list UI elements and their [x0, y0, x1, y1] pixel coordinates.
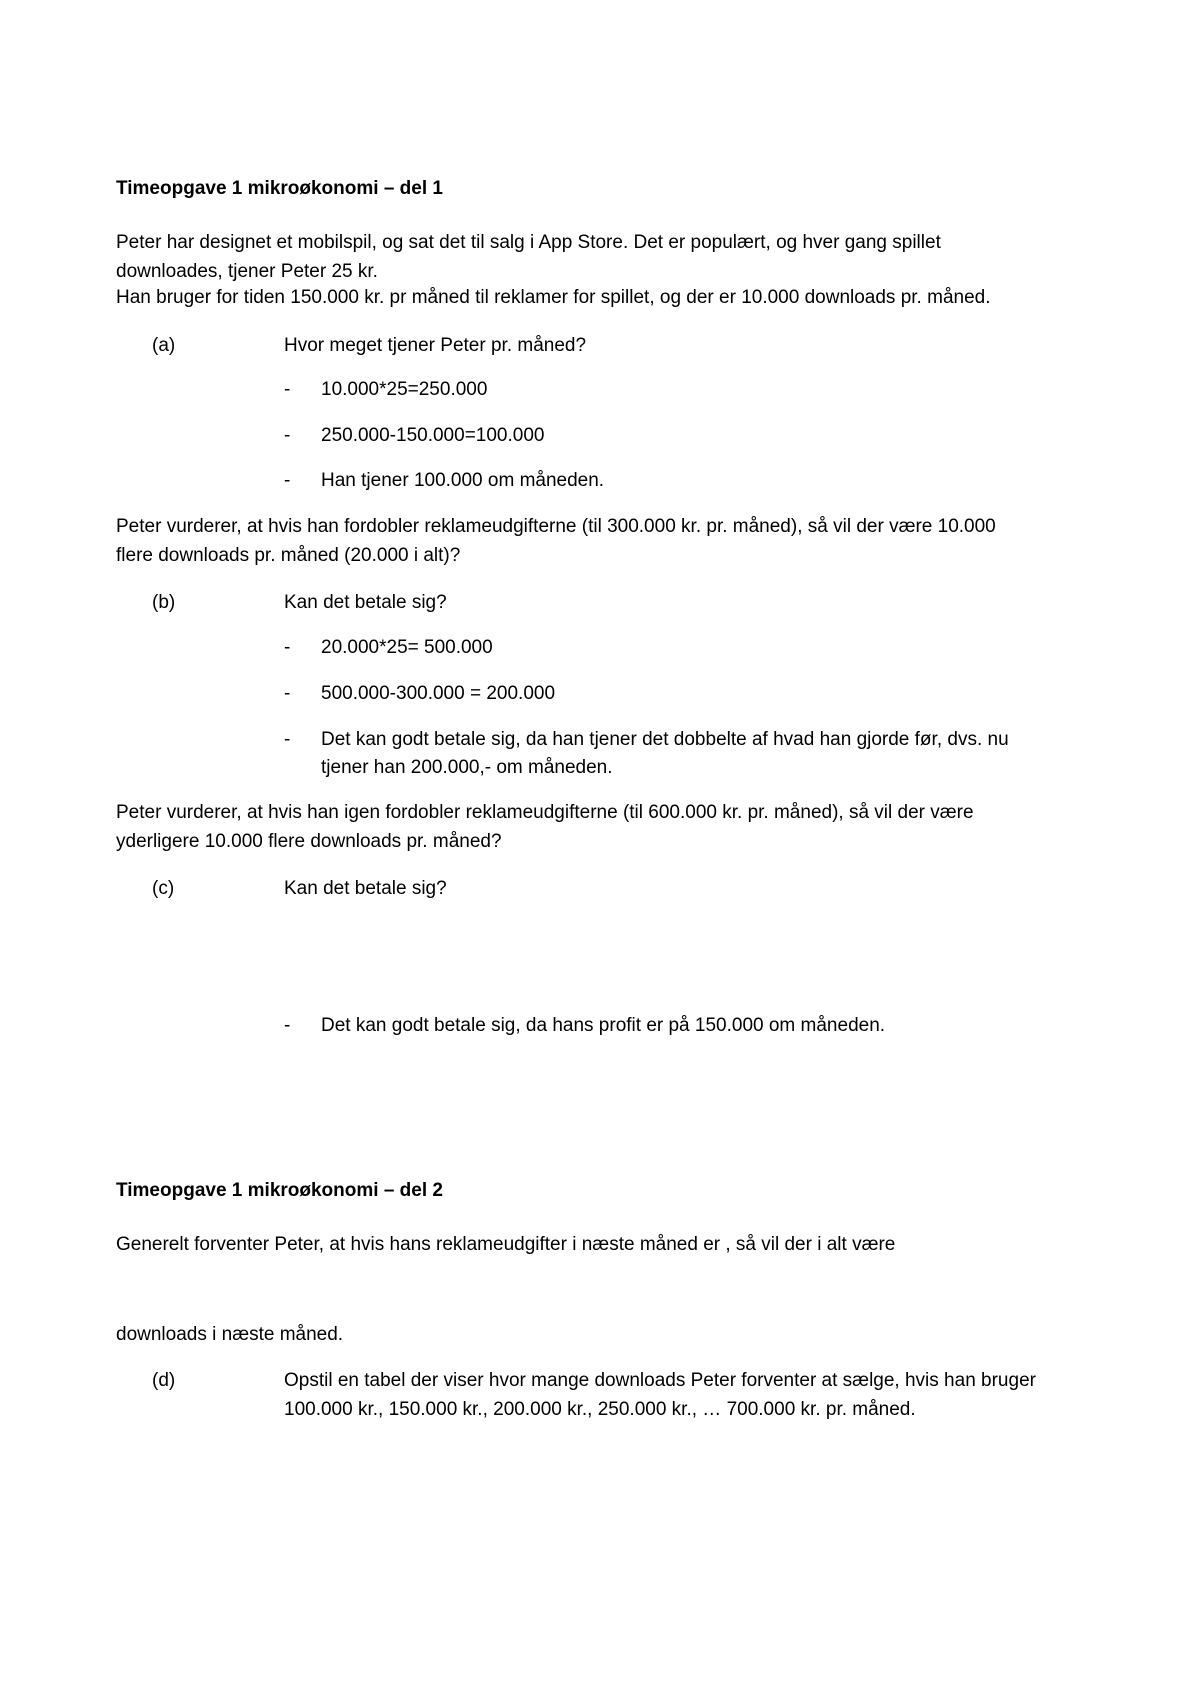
question-b-label: (b) [152, 592, 176, 613]
bullet-dash: - [284, 637, 291, 658]
part1-heading: Timeopgave 1 mikroøkonomi – del 1 [116, 178, 443, 199]
question-b-text: Kan det betale sig? [284, 592, 447, 613]
question-c-label: (c) [152, 878, 175, 899]
intro-line-2: downloades, tjener Peter 25 kr. [116, 261, 378, 282]
answer-b-3-line-2: tjener han 200.000,- om måneden. [321, 757, 613, 778]
part2-heading: Timeopgave 1 mikroøkonomi – del 2 [116, 1180, 443, 1201]
scenario2-line-2: flere downloads pr. måned (20.000 i alt)? [116, 545, 461, 566]
question-d-line-2: 100.000 kr., 150.000 kr., 200.000 kr., 250.000 kr., … 700.000 kr. pr. måned. [284, 1399, 916, 1420]
bullet-dash: - [284, 729, 291, 750]
answer-b-1: 20.000*25= 500.000 [321, 637, 493, 658]
bullet-dash: - [284, 683, 291, 704]
answer-a-2: 250.000-150.000=100.000 [321, 425, 545, 446]
question-a-label: (a) [152, 335, 176, 356]
answer-b-3-line-1: Det kan godt betale sig, da han tjener det dobbelte af hvad han gjorde før, dvs. nu [321, 729, 1009, 750]
question-d-line-1: Opstil en tabel der viser hvor mange downloads Peter forventer at sælge, hvis han bruger [284, 1370, 1036, 1391]
answer-a-3: Han tjener 100.000 om måneden. [321, 470, 605, 491]
scenario3-line-1: Peter vurderer, at hvis han igen fordobler reklameudgifterne (til 600.000 kr. pr. måned), så vil der være [116, 802, 974, 823]
answer-b-2: 500.000-300.000 = 200.000 [321, 683, 556, 704]
question-a-text: Hvor meget tjener Peter pr. måned? [284, 335, 587, 356]
intro-line-3: Han bruger for tiden 150.000 kr. pr måned til reklamer for spillet, og der er 10.000 downloads pr. måned. [116, 287, 991, 308]
scenario3-line-2: yderligere 10.000 flere downloads pr. måned? [116, 831, 502, 852]
bullet-dash: - [284, 1015, 291, 1036]
intro-line-1: Peter har designet et mobilspil, og sat det til salg i App Store. Det er populært, og hver gang spillet [116, 232, 941, 253]
answer-a-1: 10.000*25=250.000 [321, 379, 488, 400]
part2-line-2: downloads i næste måned. [116, 1324, 344, 1345]
answer-c: Det kan godt betale sig, da hans profit er på 150.000 om måneden. [321, 1015, 886, 1036]
bullet-dash: - [284, 425, 291, 446]
question-c-text: Kan det betale sig? [284, 878, 447, 899]
bullet-dash: - [284, 470, 291, 491]
question-d-label: (d) [152, 1370, 176, 1391]
part2-line-1: Generelt forventer Peter, at hvis hans reklameudgifter i næste måned er , så vil der i alt være [116, 1234, 896, 1255]
scenario2-line-1: Peter vurderer, at hvis han fordobler reklameudgifterne (til 300.000 kr. pr. måned), så vil der være 10.000 [116, 516, 996, 537]
bullet-dash: - [284, 379, 291, 400]
